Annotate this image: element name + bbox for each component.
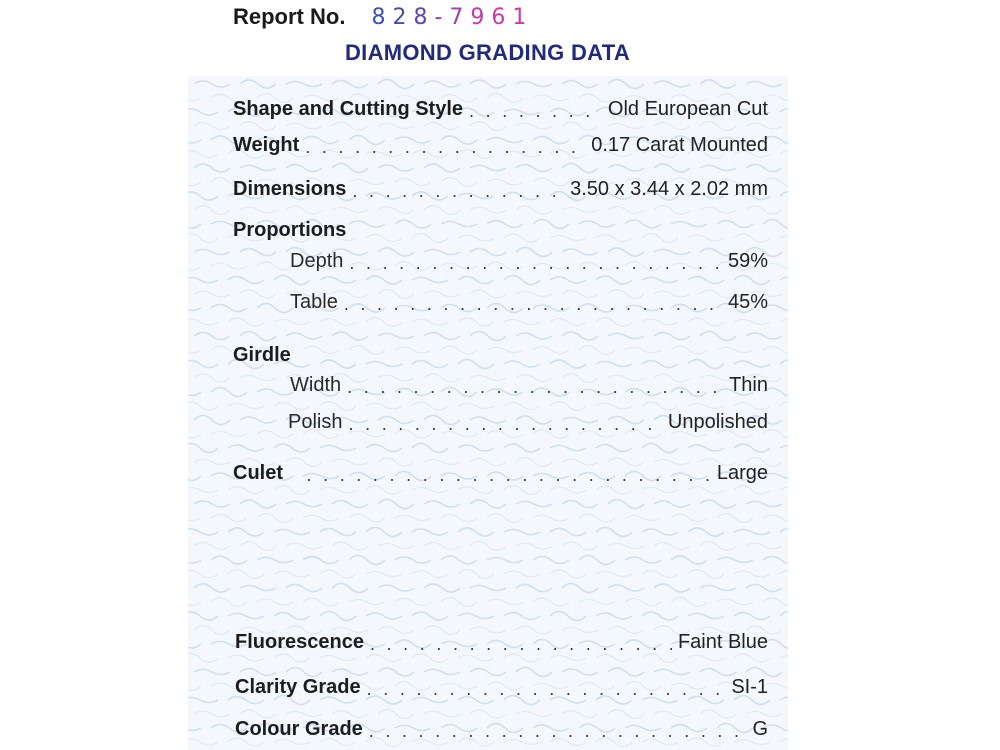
report-digit: 8 — [413, 5, 435, 30]
row-clarity-grade — [235, 673, 768, 699]
row-label: Fluorescence — [235, 631, 364, 653]
report-digit: - — [434, 5, 450, 30]
report-digit: 8 — [371, 5, 393, 30]
row-weight — [233, 131, 768, 157]
row-table — [290, 288, 768, 314]
dot-leader — [307, 465, 711, 485]
row-value: Large — [716, 462, 768, 484]
heading-proportions: Proportions — [233, 219, 347, 241]
row-width — [290, 371, 768, 397]
dot-leader — [367, 679, 726, 699]
report-number — [233, 4, 533, 32]
row-label: Colour Grade — [235, 718, 363, 740]
row-label: Polish — [288, 411, 343, 433]
row-label: Table — [290, 291, 338, 313]
dot-leader — [349, 253, 722, 273]
row-fluorescence — [235, 628, 768, 654]
row-label: Dimensions — [233, 178, 347, 200]
row-colour-grade — [235, 715, 768, 741]
row-label: Clarity Grade — [235, 676, 361, 698]
row-value: Faint Blue — [677, 631, 768, 653]
row-label: Width — [290, 374, 342, 396]
row-value: Thin — [729, 374, 768, 396]
report-digit: 1 — [512, 5, 534, 30]
row-shape-cutting-style — [233, 95, 768, 121]
row-value: 59% — [727, 250, 768, 272]
dot-leader — [344, 294, 722, 314]
row-label: Shape and Cutting Style — [233, 98, 464, 120]
report-digit: 7 — [449, 5, 471, 30]
row-culet — [233, 459, 768, 485]
row-value: 45% — [727, 291, 768, 313]
report-number-value — [371, 5, 533, 30]
dot-leader — [469, 101, 602, 121]
report-digit: 9 — [470, 5, 492, 30]
report-digit: 6 — [491, 5, 513, 30]
row-value: 0.17 Carat Mounted — [591, 134, 768, 156]
row-dimensions — [233, 175, 768, 201]
row-depth — [290, 247, 768, 273]
dot-leader — [305, 137, 585, 157]
row-label: Depth — [290, 250, 344, 272]
document-title: DIAMOND GRADING DATA — [344, 40, 631, 65]
row-label: Culet — [233, 462, 283, 484]
report-number-label: Report No. — [233, 4, 346, 29]
dot-leader — [348, 414, 661, 434]
dot-leader — [369, 721, 747, 741]
row-value: 3.50 x 3.44 x 2.02 mm — [570, 178, 768, 200]
row-value: Old European Cut — [607, 98, 768, 120]
row-value: SI-1 — [731, 676, 768, 698]
row-label: Weight — [233, 134, 300, 156]
dot-leader — [347, 377, 723, 397]
heading-girdle: Girdle — [233, 344, 291, 366]
dot-leader — [370, 634, 672, 654]
row-value: Unpolished — [667, 411, 768, 433]
row-value: G — [752, 718, 768, 740]
row-polish — [288, 408, 768, 434]
report-digit: 2 — [392, 5, 414, 30]
dot-leader — [352, 181, 564, 201]
